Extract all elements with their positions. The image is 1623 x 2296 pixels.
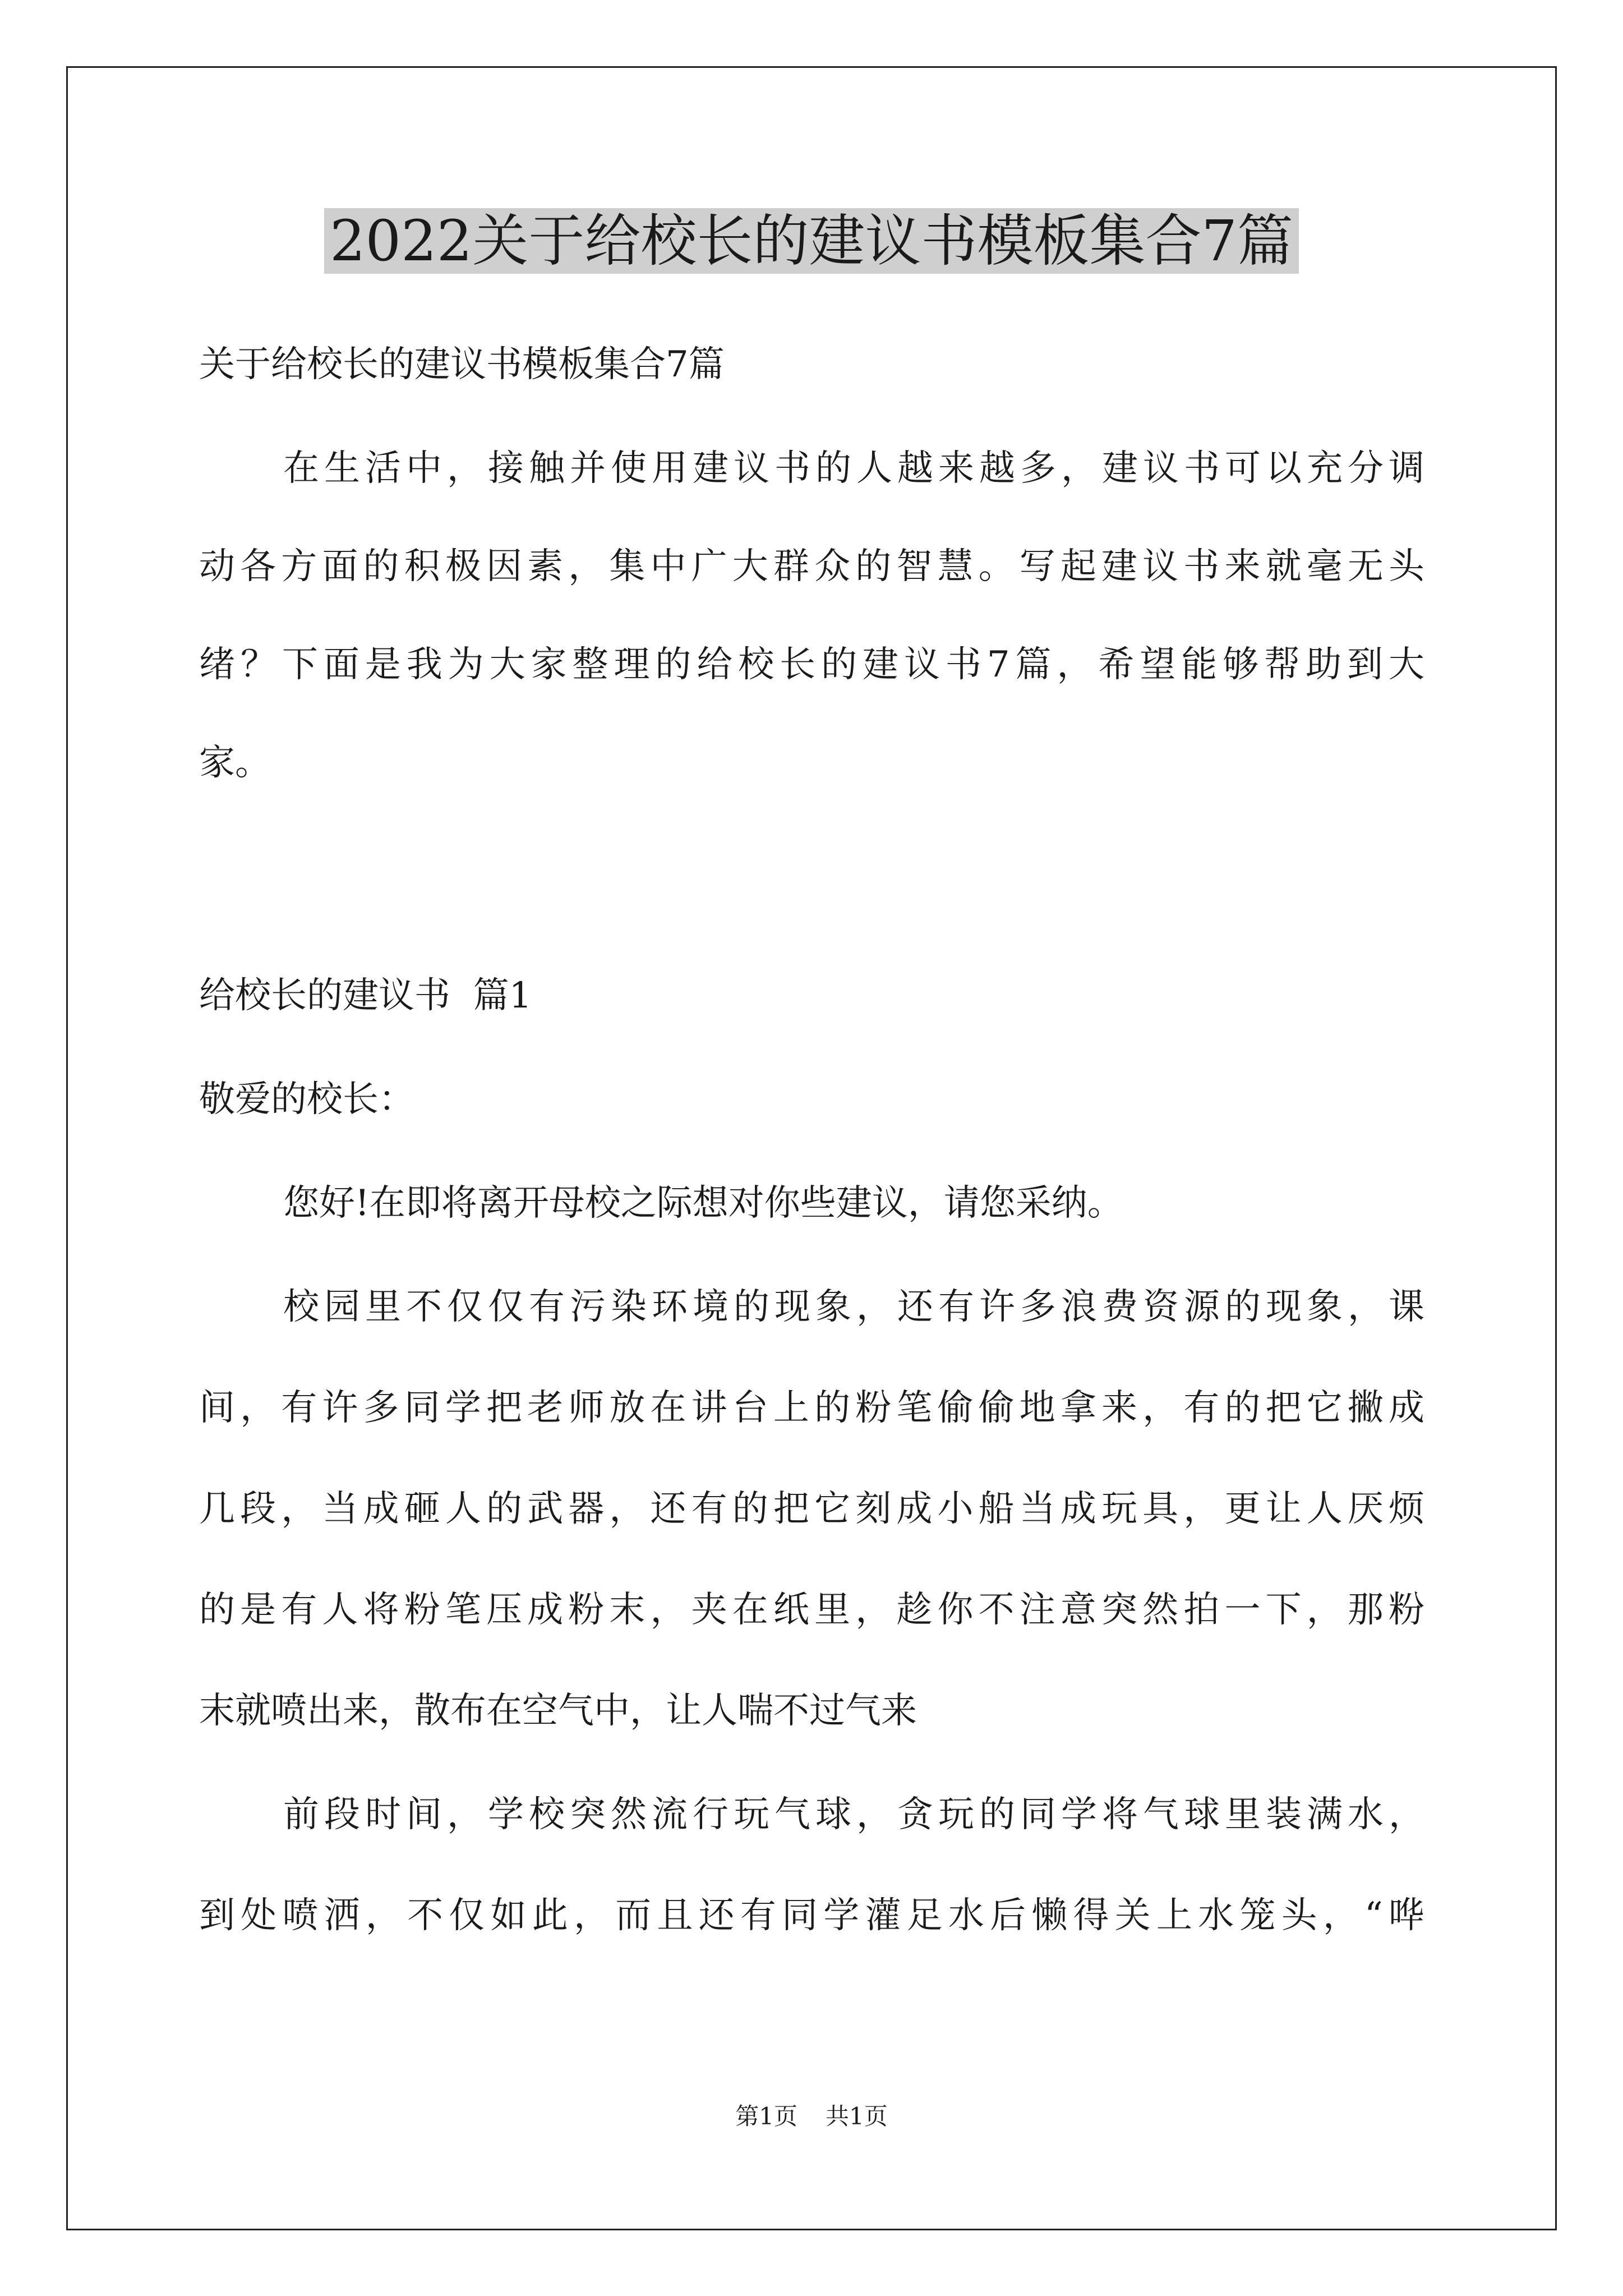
intro-line: 绪？下面是我为大家整理的给校长的建议书7篇，希望能够帮助到大 bbox=[199, 644, 1424, 685]
salutation: 敬爱的校长： bbox=[199, 1079, 414, 1120]
page-number: 第1页 bbox=[735, 2102, 797, 2130]
page-total: 共1页 bbox=[826, 2102, 888, 2130]
intro-line: 在生活中，接触并使用建议书的人越来越多，建议书可以充分调 bbox=[283, 448, 1424, 489]
document-subtitle: 关于给校长的建议书模板集合7篇 bbox=[199, 344, 725, 385]
paragraph-line: 末就喷出来，散布在空气中，让人喘不过气来 bbox=[199, 1690, 917, 1732]
paragraph-line: 到处喷洒，不仅如此，而且还有同学灌足水后懒得关上水笼头，“哗 bbox=[199, 1895, 1424, 1936]
section-heading: 给校长的建议书 篇1 bbox=[199, 975, 532, 1016]
page-footer bbox=[0, 2098, 1623, 2132]
intro-line: 家。 bbox=[199, 742, 271, 784]
paragraph-line: 间，有许多同学把老师放在讲台上的粉笔偷偷地拿来，有的把它撇成 bbox=[199, 1387, 1424, 1429]
paragraph-line: 校园里不仅仅有污染环境的现象，还有许多浪费资源的现象，课 bbox=[283, 1286, 1424, 1328]
intro-line: 动各方面的积极因素，集中广大群众的智慧。写起建议书来就毫无头 bbox=[199, 546, 1424, 587]
paragraph-line: 前段时间，学校突然流行玩气球，贪玩的同学将气球里装满水， bbox=[283, 1794, 1424, 1835]
paragraph-line: 几段，当成砸人的武器，还有的把它刻成小船当成玩具，更让人厌烦 bbox=[199, 1488, 1424, 1530]
document-title bbox=[0, 202, 1623, 280]
paragraph-line: 的是有人将粉笔压成粉末，夹在纸里，趁你不注意突然拍一下，那粉 bbox=[199, 1589, 1424, 1631]
document-title-text: 2022关于给校长的建议书模板集合7篇 bbox=[324, 208, 1299, 274]
greeting-line: 您好!在即将离开母校之际想对你些建议，请您采纳。 bbox=[283, 1182, 1123, 1224]
